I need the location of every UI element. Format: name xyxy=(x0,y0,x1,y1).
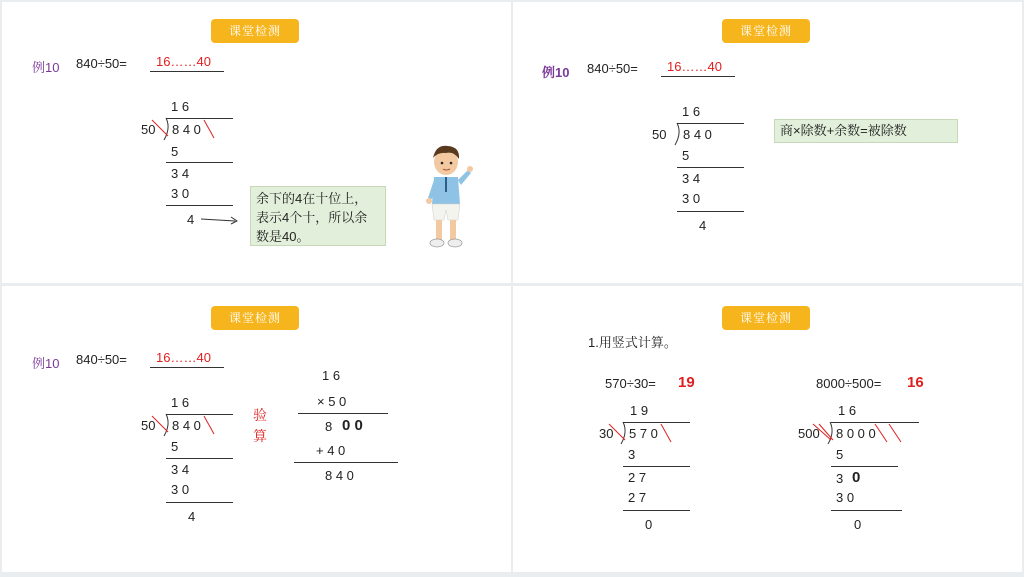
p2-step-2-zero: 0 xyxy=(852,469,861,486)
divisor: 50 xyxy=(652,127,667,142)
step-1: 5 xyxy=(171,144,179,159)
step-line xyxy=(166,458,233,459)
p2-step-1: 5 xyxy=(836,447,844,462)
division-bar xyxy=(677,123,744,124)
quotient: 1 6 xyxy=(682,104,701,119)
answer-underline xyxy=(150,367,224,368)
step-line xyxy=(831,510,902,511)
example-label: 例10 xyxy=(32,60,60,75)
p2-dividend: 8 0 0 0 xyxy=(836,426,876,441)
answer: 16……40 xyxy=(667,59,722,74)
p1-quotient: 1 9 xyxy=(630,403,649,418)
dividend: 8 4 0 xyxy=(683,127,712,142)
quotient: 1 6 xyxy=(171,99,190,114)
zero-strike-icon xyxy=(813,422,903,446)
problem-1-equation: 570÷30= xyxy=(605,376,656,391)
check-label-2: 算 xyxy=(253,428,267,444)
equation: 840÷50= xyxy=(587,61,638,76)
problem-2-answer: 16 xyxy=(907,374,924,391)
note-line: 表示4个十，所以余 xyxy=(256,210,368,225)
formula-note: 商×除数+余数=被除数 xyxy=(774,119,958,143)
step-2: 3 4 xyxy=(682,171,701,186)
step-line xyxy=(166,205,233,206)
step-line xyxy=(166,162,233,163)
p1-step-2: 2 7 xyxy=(628,470,647,485)
note-line: 余下的4在十位上， xyxy=(256,191,368,206)
divisor: 50 xyxy=(141,122,156,137)
badge: 课堂检测 xyxy=(211,19,299,43)
p2-divisor: 500 xyxy=(798,426,820,441)
remainder: 4 xyxy=(699,218,707,233)
p2-step-2-digit: 3 xyxy=(836,471,844,486)
step-1: 5 xyxy=(171,439,179,454)
answer: 16……40 xyxy=(156,350,211,365)
equation: 840÷50= xyxy=(76,352,127,367)
p1-dividend: 5 7 0 xyxy=(629,426,658,441)
arrow-right-icon xyxy=(201,215,241,225)
problem-2-equation: 8000÷500= xyxy=(816,376,882,391)
step-line xyxy=(677,167,744,168)
example-label: 例10 xyxy=(542,65,570,80)
zero-strike-icon xyxy=(152,118,212,142)
instruction: 1.用竖式计算。 xyxy=(588,335,677,350)
badge: 课堂检测 xyxy=(722,19,810,43)
p1-step-3: 2 7 xyxy=(628,490,647,505)
p1-remainder: 0 xyxy=(645,517,653,532)
step-line xyxy=(623,510,690,511)
check-product-digit: 8 xyxy=(325,419,333,434)
problem-1-answer: 19 xyxy=(678,374,695,391)
p2-remainder: 0 xyxy=(854,517,862,532)
dividend: 8 4 0 xyxy=(172,418,201,433)
slide-3[interactable] xyxy=(2,286,511,572)
step-2: 3 4 xyxy=(171,462,190,477)
badge: 课堂检测 xyxy=(211,306,299,330)
dividend: 8 4 0 xyxy=(172,122,201,137)
explanation-note xyxy=(250,186,386,246)
step-3: 3 0 xyxy=(171,186,190,201)
p1-divisor: 30 xyxy=(599,426,614,441)
step-1: 5 xyxy=(682,148,690,163)
p2-step-3: 3 0 xyxy=(836,490,855,505)
check-line xyxy=(298,413,388,414)
remainder: 4 xyxy=(187,212,195,227)
check-top: 1 6 xyxy=(322,368,341,383)
check-label-1: 验 xyxy=(253,407,267,423)
check-multiplier: × 5 0 xyxy=(317,394,347,409)
step-line xyxy=(677,211,744,212)
equation: 840÷50= xyxy=(76,56,127,71)
answer-underline xyxy=(150,71,224,72)
badge: 课堂检测 xyxy=(722,306,810,330)
check-line xyxy=(294,462,398,463)
divisor: 50 xyxy=(141,418,156,433)
cartoon-boy-icon xyxy=(424,142,474,250)
slide-4[interactable] xyxy=(513,286,1022,572)
check-product-zeros: 0 0 xyxy=(342,417,363,434)
slide-2[interactable] xyxy=(513,2,1022,283)
step-line xyxy=(623,466,690,467)
zero-strike-icon xyxy=(152,414,212,438)
answer: 16……40 xyxy=(156,54,211,69)
division-bracket-icon xyxy=(673,123,683,145)
p2-quotient: 1 6 xyxy=(838,403,857,418)
example-label: 例10 xyxy=(32,356,60,371)
slide-1[interactable] xyxy=(2,2,511,283)
p1-step-1: 3 xyxy=(628,447,636,462)
quotient: 1 6 xyxy=(171,395,190,410)
zero-strike-icon xyxy=(609,422,669,446)
step-3: 3 0 xyxy=(171,482,190,497)
check-result: 8 4 0 xyxy=(325,468,354,483)
step-2: 3 4 xyxy=(171,166,190,181)
step-line xyxy=(831,466,898,467)
step-3: 3 0 xyxy=(682,191,701,206)
remainder: 4 xyxy=(188,509,196,524)
step-line xyxy=(166,502,233,503)
check-addend: + 4 0 xyxy=(316,443,346,458)
note-line: 数是40。 xyxy=(256,229,310,244)
answer-underline xyxy=(661,76,735,77)
